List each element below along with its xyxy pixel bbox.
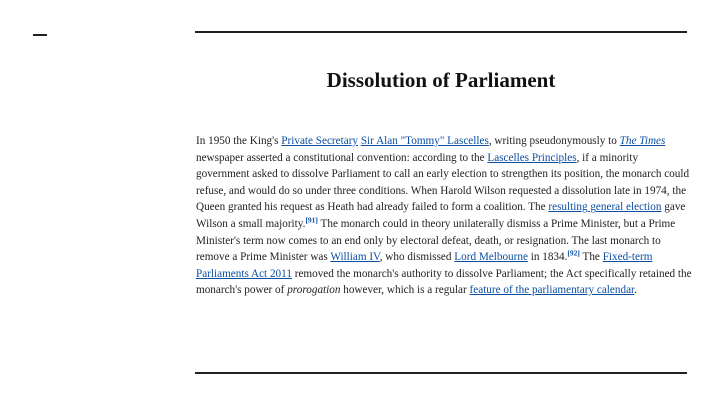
text-segment: , writing pseudonymously to — [488, 135, 620, 147]
link-private-secretary[interactable]: Private Secretary — [281, 135, 359, 147]
link-fixed-term-parliaments-act[interactable]: Fixed-term Parliaments Act 2011 — [196, 251, 653, 280]
citation-92[interactable]: [92] — [567, 248, 580, 258]
text-segment: . — [634, 284, 637, 297]
text-segment: removed the monarch's authority to dissolve Parliament; the Act specifically retained the monarch's power of — [196, 267, 692, 297]
link-parliamentary-calendar[interactable]: feature of the parliamentary calendar — [469, 284, 635, 297]
text-segment: gave Wilson a small majority. — [196, 201, 686, 230]
text-segment: in 1834. — [527, 251, 568, 264]
corner-dash — [33, 34, 47, 36]
bottom-rule — [195, 372, 687, 374]
link-resulting-general-election[interactable]: resulting general election — [548, 201, 662, 214]
link-the-times[interactable]: The Times — [619, 135, 666, 147]
link-lascelles-principles[interactable]: Lascelles Principles — [487, 151, 577, 164]
text-segment: newspaper asserted a constitutional convention: according to the — [196, 151, 488, 164]
text-segment: , if a minority government asked to dissolve Parliament to call an early election to strengthen its position, the monarch could refuse, and would do so under three conditions. When Harold Wilson requested a dissolution late in 1974, the Queen granted his request as Heath had already failed to form a coalition. The — [196, 151, 690, 214]
text-segment: In 1950 the King's — [196, 135, 282, 147]
slide-title: Dissolution of Parliament — [326, 68, 556, 92]
italic-prorogation: prorogation — [287, 284, 341, 297]
top-rule — [195, 31, 687, 33]
link-sir-alan-lascelles[interactable]: Sir Alan "Tommy" Lascelles — [360, 135, 489, 147]
body-paragraph — [196, 133, 692, 299]
link-william-iv[interactable]: William IV — [330, 251, 380, 264]
link-lord-melbourne[interactable]: Lord Melbourne — [454, 251, 528, 264]
citation-91[interactable]: [91] — [305, 215, 318, 225]
text-segment: however, which is a regular — [340, 284, 470, 297]
text-segment: The — [579, 251, 603, 264]
text-segment: The monarch could in theory unilaterally dismiss a Prime Minister, but a Prime Minister's term now comes to an end only by electoral defeat, death, or resignation. The last monarch to remove a Prime Minister was — [196, 217, 676, 264]
text-segment: , who dismissed — [379, 251, 455, 264]
